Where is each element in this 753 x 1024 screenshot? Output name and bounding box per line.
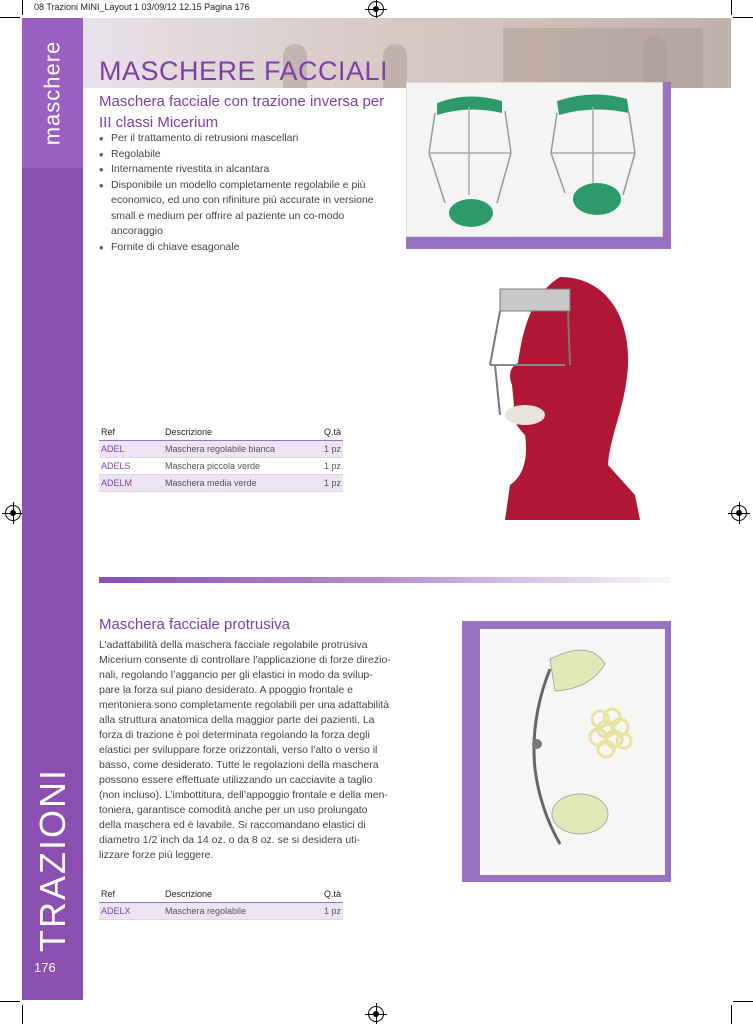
registration-mark-icon (5, 505, 21, 521)
table-header-row (99, 886, 343, 903)
column-header-ref: Ref (99, 886, 163, 903)
page-number: 176 (34, 960, 56, 975)
paragraph-line: basso, come desiderato. Tutte le regolazioni della maschera (99, 759, 379, 771)
paragraph-line: elastici per sviluppare forze orizzontali, verso l’alto o verso il (99, 744, 378, 756)
feature-list (99, 131, 384, 255)
crop-mark (22, 0, 23, 15)
crop-mark (733, 1001, 753, 1002)
column-header-ref: Ref (99, 424, 163, 441)
section-description (99, 638, 389, 863)
sidebar-category-label: maschere (39, 40, 65, 146)
cell-quantity: 1 pz (303, 475, 343, 492)
cell-description: Maschera media verde (163, 475, 303, 492)
product-subtitle: Maschera facciale con trazione inversa per III classi Micerium (99, 93, 385, 131)
table-row (99, 458, 343, 475)
paragraph-line: della maschera ed è lavabile. Si raccomandano elastici di (99, 819, 366, 831)
print-slug: 08 Trazioni MINI_Layout 1 03/09/12 12.15 Pagina 176 (34, 2, 250, 12)
column-header-quantity: Q.tà (303, 424, 343, 441)
cell-quantity: 1 pz (303, 903, 343, 920)
cell-quantity: 1 pz (303, 458, 343, 475)
cell-ref: ADELM (99, 475, 163, 492)
crop-mark (0, 17, 20, 18)
feature-item: • Disponibile un modello completamente regolabile e più economico, ed uno con rifiniture più accurate in versione small e medium per offrire al paziente un co-modo ancoraggio (99, 178, 384, 240)
product-table-protrusive-mask (99, 886, 343, 920)
cell-ref: ADELX (99, 903, 163, 920)
column-header-description: Descrizione (163, 424, 303, 441)
page-title: MASCHERE FACCIALI (99, 56, 389, 86)
paragraph-line: alla struttura anatomica della maggior parte dei pazienti. La (99, 714, 375, 726)
product-table-face-masks (99, 424, 343, 492)
paragraph-line: L’adattabilità della maschera facciale regolabile protrusiva (99, 639, 368, 651)
paragraph-line: mentoniera sono completamente regolabili per una adattabilità (99, 699, 390, 711)
table-header-row (99, 424, 343, 441)
paragraph-line: Micerium consente di controllare l’applicazione di forze direzio- (99, 654, 391, 666)
registration-mark-icon (731, 505, 747, 521)
paragraph-line: possono essere effettuate utilizzando un cacciavite a taglio (99, 774, 373, 786)
cell-description: Maschera piccola verde (163, 458, 303, 475)
protrusive-mask-illustration (480, 629, 665, 875)
table-row (99, 903, 343, 920)
feature-item: • Regolabile (99, 147, 384, 163)
feature-item: • Per il trattamento di retrusioni mascellari (99, 131, 384, 147)
sidebar-category (22, 18, 83, 168)
cell-quantity: 1 pz (303, 441, 343, 458)
registration-mark-icon (368, 1006, 384, 1022)
paragraph-line: toniera, garantisce comodità anche per un uso prolungato (99, 804, 368, 816)
cell-ref: ADEL (99, 441, 163, 458)
column-header-quantity: Q.tà (303, 886, 343, 903)
section-divider (99, 577, 671, 583)
product-photo-head-mannequin (470, 275, 650, 525)
sidebar-chapter (22, 760, 83, 960)
cell-description: Maschera regolabile bianca (163, 441, 303, 458)
head-mannequin-illustration (470, 275, 650, 525)
paragraph-line: forza di trazione è poi determinata regolando la forza degli (99, 729, 370, 741)
product-photo-masks (406, 82, 671, 249)
feature-item: • Fornite di chiave esagonale (99, 240, 384, 256)
paragraph-line: pare la forza sul piano desiderato. A ppoggio frontale e (99, 684, 353, 696)
feature-item: • Internamente rivestita in alcantara (99, 162, 384, 178)
product-photo-protrusive-mask (462, 621, 671, 882)
cell-description: Maschera regolabile (163, 903, 303, 920)
paragraph-line: nali, regolando l’aggancio per gli elastici in modo da svilup- (99, 669, 373, 681)
section-heading: Maschera facciale protrusiva (99, 616, 290, 633)
cell-ref: ADELS (99, 458, 163, 475)
crop-mark (22, 1005, 23, 1024)
registration-mark-icon (368, 1, 384, 17)
face-masks-illustration (407, 83, 664, 238)
sidebar-chapter-label: TRAZIONI (31, 768, 73, 952)
column-header-description: Descrizione (163, 886, 303, 903)
table-row (99, 475, 343, 492)
paragraph-line: lizzare forze più leggere. (99, 849, 214, 861)
crop-mark (731, 0, 732, 15)
paragraph-line: (non incluso). L’imbottitura, dell’appoggio frontale e della men- (99, 789, 388, 801)
table-row (99, 441, 343, 458)
paragraph-line: diametro 1/2 inch da 14 oz. o da 8 oz. se si desidera uti- (99, 834, 360, 846)
crop-mark (0, 1001, 20, 1002)
crop-mark (731, 1005, 732, 1024)
crop-mark (733, 17, 753, 18)
